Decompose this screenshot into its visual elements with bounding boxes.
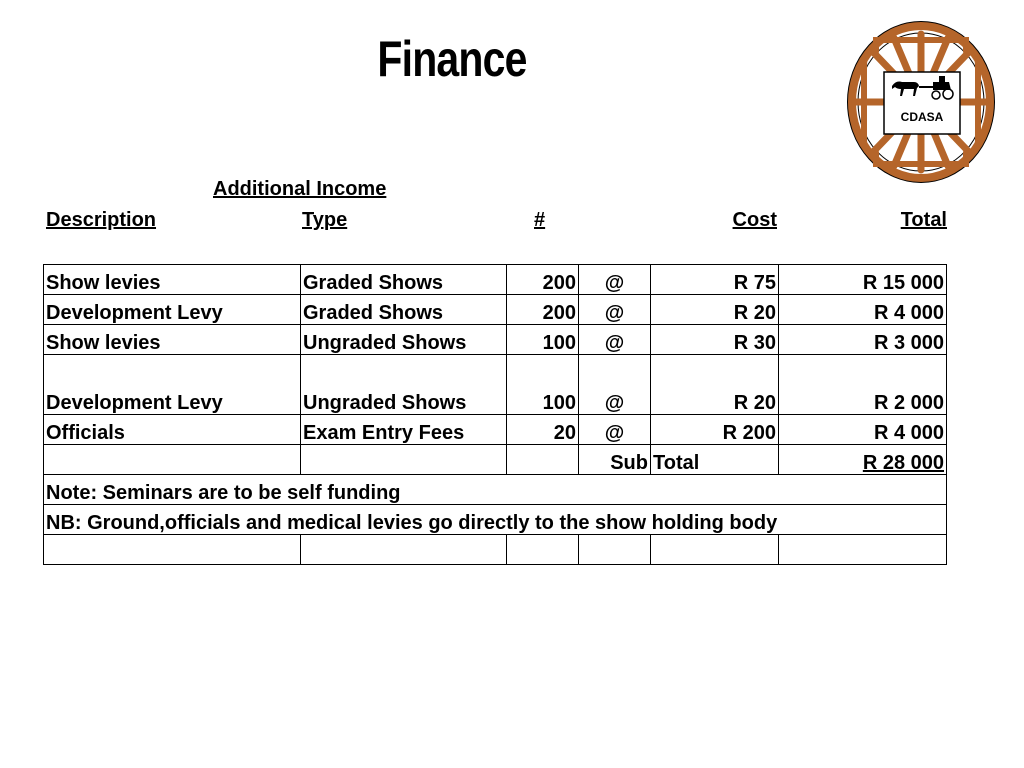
header-description: Description [46,209,157,231]
header-total: Total [900,209,947,231]
cell-count: 100 [507,355,579,415]
cell-at: @ [579,295,651,325]
table-row [44,355,947,415]
cell-description: Officials [44,415,301,445]
cell-description: Show levies [44,265,301,295]
subtotal-label-left: Sub [579,445,651,475]
empty-cell [651,535,779,565]
income-table [43,264,947,565]
cell-type: Graded Shows [301,295,507,325]
subtotal-value-text: R 28 000 [862,452,944,474]
cell-type: Exam Entry Fees [301,415,507,445]
cell-total: R 3 000 [779,325,947,355]
section-title: Additional Income [213,178,387,200]
header-cost: Cost [732,209,777,231]
cell-total: R 15 000 [779,265,947,295]
cell-cost: R 20 [651,355,779,415]
empty-cell [579,535,651,565]
cell-type: Ungraded Shows [301,355,507,415]
cell-count: 20 [507,415,579,445]
cdasa-logo [846,20,996,184]
cell-total: R 2 000 [779,355,947,415]
cell-cost: R 200 [651,415,779,445]
empty-cell [507,535,579,565]
subtotal-row [44,445,947,475]
note-seminars: Note: Seminars are to be self funding [44,475,947,505]
cell-count: 200 [507,265,579,295]
cell-description: Show levies [44,325,301,355]
page-title: Finance [377,31,527,87]
cell-description: Development Levy [44,295,301,325]
empty-cell [301,445,507,475]
cell-at: @ [579,355,651,415]
empty-cell [301,535,507,565]
table-row [44,325,947,355]
note-row [44,505,947,535]
cell-at: @ [579,265,651,295]
cell-type: Ungraded Shows [301,325,507,355]
cell-count: 200 [507,295,579,325]
subtotal-value [779,445,947,475]
wagon-wheel-icon [846,20,996,184]
cell-at: @ [579,325,651,355]
table-row [44,415,947,445]
table-row [44,295,947,325]
cell-at: @ [579,415,651,445]
subtotal-label-right: Total [651,445,779,475]
empty-cell [44,535,301,565]
cell-total: R 4 000 [779,415,947,445]
cell-type: Graded Shows [301,265,507,295]
empty-cell [779,535,947,565]
note-row [44,475,947,505]
empty-cell [44,445,301,475]
cell-cost: R 30 [651,325,779,355]
cell-total: R 4 000 [779,295,947,325]
empty-row [44,535,947,565]
cell-description: Development Levy [44,355,301,415]
logo-text: CDASA [900,110,944,124]
empty-cell [507,445,579,475]
header-count: # [534,209,546,231]
header-type: Type [302,209,348,231]
cell-count: 100 [507,325,579,355]
cell-cost: R 75 [651,265,779,295]
table-row [44,265,947,295]
cell-cost: R 20 [651,295,779,325]
note-levies: NB: Ground,officials and medical levies go directly to the show holding body [44,505,947,535]
